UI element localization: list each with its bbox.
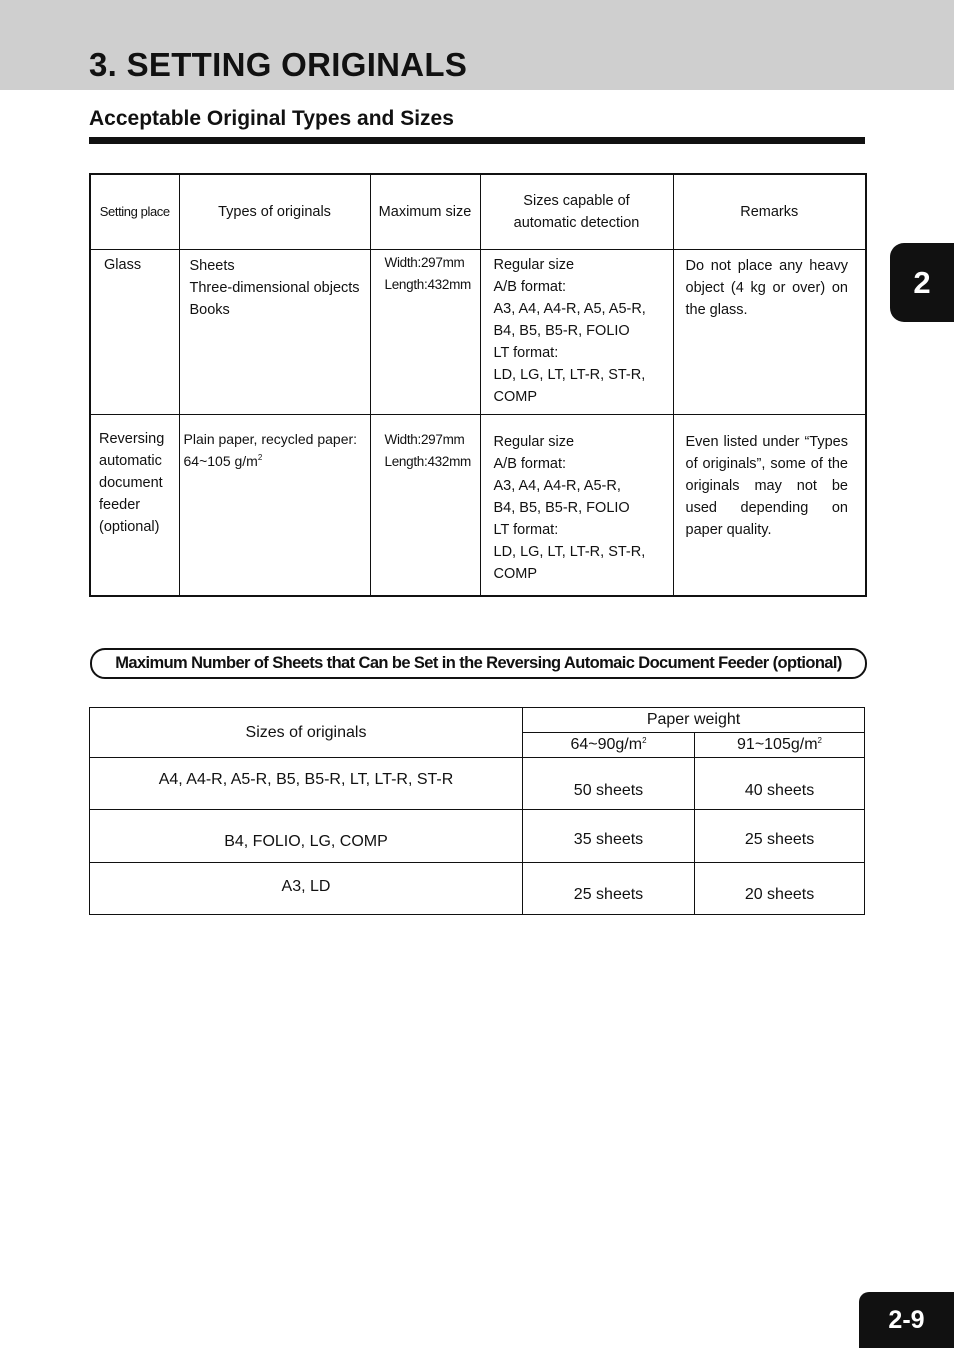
table-row — [90, 415, 866, 597]
header-max-size: Maximum size — [370, 174, 480, 250]
weight2-cell: 25 sheets — [695, 810, 865, 862]
table-row — [90, 250, 866, 415]
weight2-cell: 20 sheets — [695, 862, 865, 914]
table-row — [90, 810, 865, 862]
section-heading-max-sheets: Maximum Number of Sheets that Can be Set in the Reversing Automaic Document Feeder (optional) — [90, 648, 867, 679]
header-weight-91-105: $91\sim 105g/m^2$ — [695, 733, 865, 758]
types-cell: Plain paper, recycled paper: 64~105 $g/m^2$ — [179, 415, 370, 597]
acceptable-originals-table — [89, 173, 867, 597]
header-paper-weight: Paper weight — [523, 708, 865, 733]
remarks-cell: Even listed under “Types of originals”, some of the originals may not be used depending on paper quality. — [673, 415, 866, 597]
section-rule — [89, 137, 865, 144]
table-row — [90, 862, 865, 914]
remarks-cell: Do not place any heavy object (4 kg or over) on the glass. — [673, 250, 866, 415]
max-sheets-table — [89, 707, 865, 915]
table-header-row — [90, 708, 865, 733]
types-cell: Sheets Three-dimensional objects Books — [179, 250, 370, 415]
sizes-cell: A3, LD — [90, 862, 523, 914]
header-remarks: Remarks — [673, 174, 866, 250]
sizes-cell: B4, FOLIO, LG, COMP — [90, 810, 523, 862]
setting-place-cell: Reversing automatic document feeder (optional) — [90, 415, 179, 597]
max-size-cell: Width:297mm Length:432mm — [370, 250, 480, 415]
header-sizes-of-originals: Sizes of originals — [90, 708, 523, 758]
weight1-cell: 50 sheets — [523, 758, 695, 810]
table-row — [90, 758, 865, 810]
header-detection: Sizes capable of automatic detection — [480, 174, 673, 250]
section-heading-acceptable-originals: Acceptable Original Types and Sizes — [89, 107, 454, 130]
weight1-cell: 35 sheets — [523, 810, 695, 862]
table-header-row — [90, 174, 866, 250]
page-title: 3. SETTING ORIGINALS — [89, 46, 468, 83]
detection-cell: Regular size A/B format: A3, A4, A4-R, A5, A5-R, B4, B5, B5-R, FOLIO LT format: LD, LG, LT, LT-R, ST-R, COMP — [480, 250, 673, 415]
header-weight-64-90: $64\sim 90g/m^2$ — [523, 733, 695, 758]
chapter-tab: 2 — [890, 243, 954, 322]
setting-place-cell: Glass — [90, 250, 179, 415]
header-setting-place: Setting place — [90, 174, 179, 250]
header-types: Types of originals — [179, 174, 370, 250]
page-number: 2-9 — [859, 1292, 954, 1348]
detection-cell: Regular size A/B format: A3, A4, A4-R, A5-R, B4, B5, B5-R, FOLIO LT format: LD, LG, LT, LT-R, ST-R, COMP — [480, 415, 673, 597]
weight2-cell: 40 sheets — [695, 758, 865, 810]
max-size-cell: Width:297mm Length:432mm — [370, 415, 480, 597]
sizes-cell: A4, A4-R, A5-R, B5, B5-R, LT, LT-R, ST-R — [90, 758, 523, 810]
weight1-cell: 25 sheets — [523, 862, 695, 914]
